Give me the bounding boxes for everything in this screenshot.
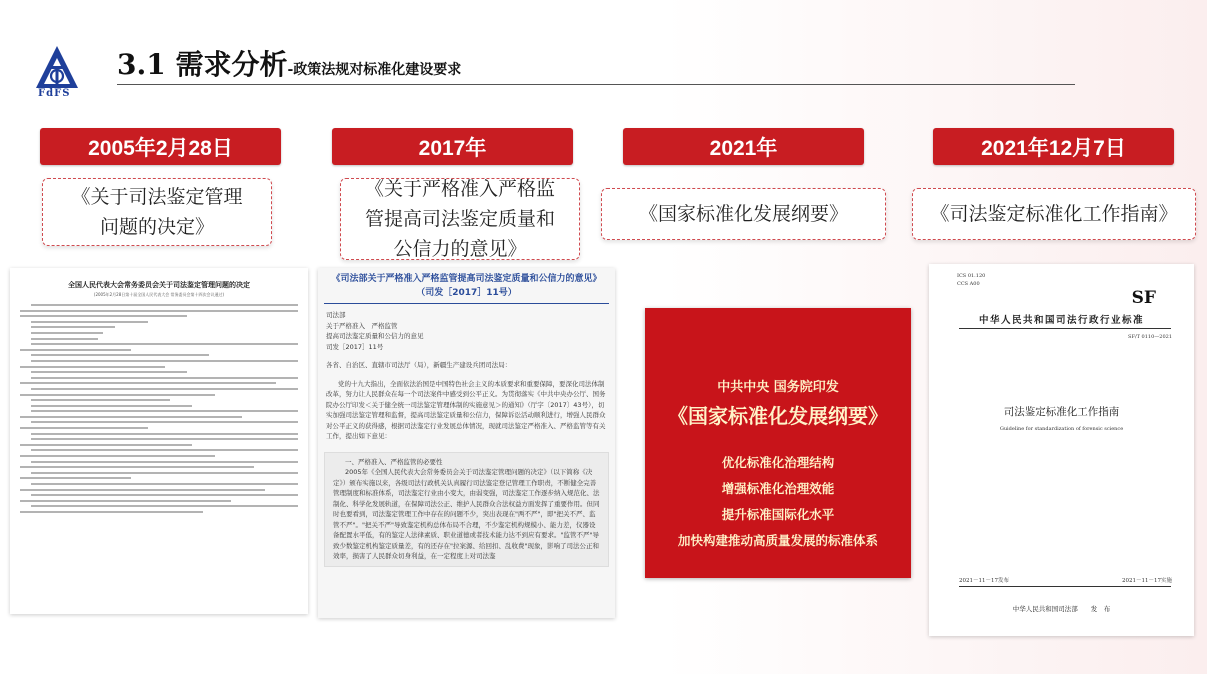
doc-title-box-1 (42, 178, 272, 246)
doc2-body: 党的十九大指出，全面依法治国是中国特色社会主义的本质要求和重要保障，要深化司法体制改革，努力让人民群众在每一个司法案件中感受到公平正义。为贯彻落实《中共中央办公厅、国务院办公厅印发＜关于健全统一司法鉴定管理体制的实施意见＞的通知》（厅字〔2017〕43号），切实加强司法鉴定管理和监督，提高司法鉴定质量和公信力，保障诉讼活动顺利进行，增强人民群众对公平正义的获得感，根据司法鉴定行业发展总体情况，现就司法鉴定严格准入、严格监管等有关工作，提出如下意见： (326, 379, 606, 440)
doc4-divider-top (959, 328, 1171, 329)
doc2-header: 《司法部关于严格准入严格监管提高司法鉴定质量和公信力的意见》（司发［2017］11号） (331, 274, 602, 298)
fdfs-logo (34, 44, 80, 100)
doc-title: 《关于司法鉴定管理问题的决定》 (71, 186, 243, 238)
doc3-slogan: 优化标准化治理结构 (721, 455, 835, 470)
doc3-slogan: 增强标准化治理效能 (721, 481, 835, 496)
doc3-slogan: 提升标准国际化水平 (721, 507, 835, 522)
date-bar-2005 (40, 128, 281, 165)
page-title (117, 43, 461, 83)
date-label: 2021年 (709, 136, 778, 160)
title-divider (117, 84, 1075, 85)
doc-title: 《关于严格准入严格监管提高司法鉴定质量和公信力的意见》 (364, 178, 555, 260)
doc-title: 《司法鉴定标准化工作指南》 (930, 203, 1178, 225)
doc2-card-heading: 一、严格准入、严格监管的必要性 (345, 457, 443, 466)
date-label: 2021年12月7日 (981, 136, 1126, 160)
doc-title-box-3 (601, 188, 886, 240)
doc1-body-lines (20, 304, 298, 513)
doc3-title: 《国家标准化发展纲要》 (668, 404, 888, 428)
doc4-ics-code: ICS 01.120 (957, 273, 986, 279)
doc2-line: 关于严格准入 严格监管 (326, 321, 398, 330)
doc2-card (324, 452, 609, 567)
doc-image-forensic-standard-guide (929, 264, 1194, 636)
doc1-subtitle: (2005年2月28日第十届全国人民代表大会 常务委员会第十四次会议通过) (93, 292, 225, 297)
doc-image-2017-opinion (318, 268, 615, 618)
doc-title-box-2 (340, 178, 580, 260)
date-label: 2005年2月28日 (88, 136, 233, 160)
doc4-title: 司法鉴定标准化工作指南 (1003, 406, 1120, 418)
doc4-issued: 2021－11－17发布 (959, 578, 1009, 584)
date-label: 2017年 (418, 136, 487, 160)
doc2-greeting: 各省、自治区、直辖市司法厅（局），新疆生产建设兵团司法局： (326, 361, 512, 369)
doc2-divider (324, 303, 609, 304)
doc4-ics (957, 272, 985, 288)
doc-image-2005-decision (10, 268, 308, 614)
doc4-standard-name: 中华人民共和国司法行政行业标准 (978, 315, 1144, 326)
doc4-title-en: Guideline for standardization of forensic science (999, 426, 1124, 432)
doc1-title: 全国人民代表大会常务委员会关于司法鉴定管理问题的决定 (68, 281, 250, 289)
date-bar-2021-12-07 (933, 128, 1174, 165)
doc4-org: 中华人民共和国司法部 发 布 (1012, 605, 1111, 613)
doc4-sf-mark: SF (1131, 288, 1156, 308)
doc4-ccs-code: CCS A00 (957, 281, 980, 287)
doc4-divider-bottom (959, 586, 1171, 587)
doc4-number: SF/T 0110—2021 (1128, 334, 1172, 340)
doc-title-box-4 (912, 188, 1196, 240)
doc2-card-body: 2005年《全国人民代表大会常务委员会关于司法鉴定管理问题的决定》（以下简称《决定》）颁布实施以来，各级司法行政机关认真履行司法鉴定登记管理工作职责，不断健全完善管理制度和标准体系，司法鉴定行业由小变大，由弱变强，司法鉴定工作逐步纳入规范化、法制化、科学化发展轨道，在保障司法公正、维护人民群众合法权益方面发挥了重要作用。但同时也要看到，司法鉴定管理工作中存在的问题不少，突出表现在"两不严"，即"把关不严、监管不严"。"把关不严"导致鉴定机构总体布局不合理，不少鉴定机构规模小、能力差，仪器设备配置水平低，有的鉴定人法律素质、职业道德或者技术能力达不到应有要求。"监管不严"导致少数鉴定机构鉴定质量差，有的还存在"拉案源、给回扣、乱收费"现象，影响了司法公正和效率，损害了人民群众切身利益，在一定程度上对司法鉴 (333, 468, 600, 560)
title-main: 3.1 需求分析 (117, 48, 288, 81)
doc2-line: 司法部 (326, 311, 346, 319)
doc2-line: 司发［2017］11号 (326, 342, 384, 351)
doc2-line: 提高司法鉴定质量和公信力的意见 (326, 332, 424, 340)
doc3-publisher: 中共中央 国务院印发 (717, 380, 839, 395)
doc3-slogans (645, 450, 911, 554)
doc-title: 《国家标准化发展纲要》 (638, 203, 848, 225)
date-bar-2021 (623, 128, 864, 165)
doc-image-standardization-outline (645, 308, 911, 578)
doc3-slogan: 加快构建推动高质量发展的标准体系 (677, 533, 878, 548)
title-sub: -政策法规对标准化建设要求 (287, 62, 462, 78)
date-bar-2017 (332, 128, 573, 165)
logo-text: FdFS (38, 88, 71, 99)
doc4-effective: 2021－11－17实施 (1122, 578, 1172, 584)
